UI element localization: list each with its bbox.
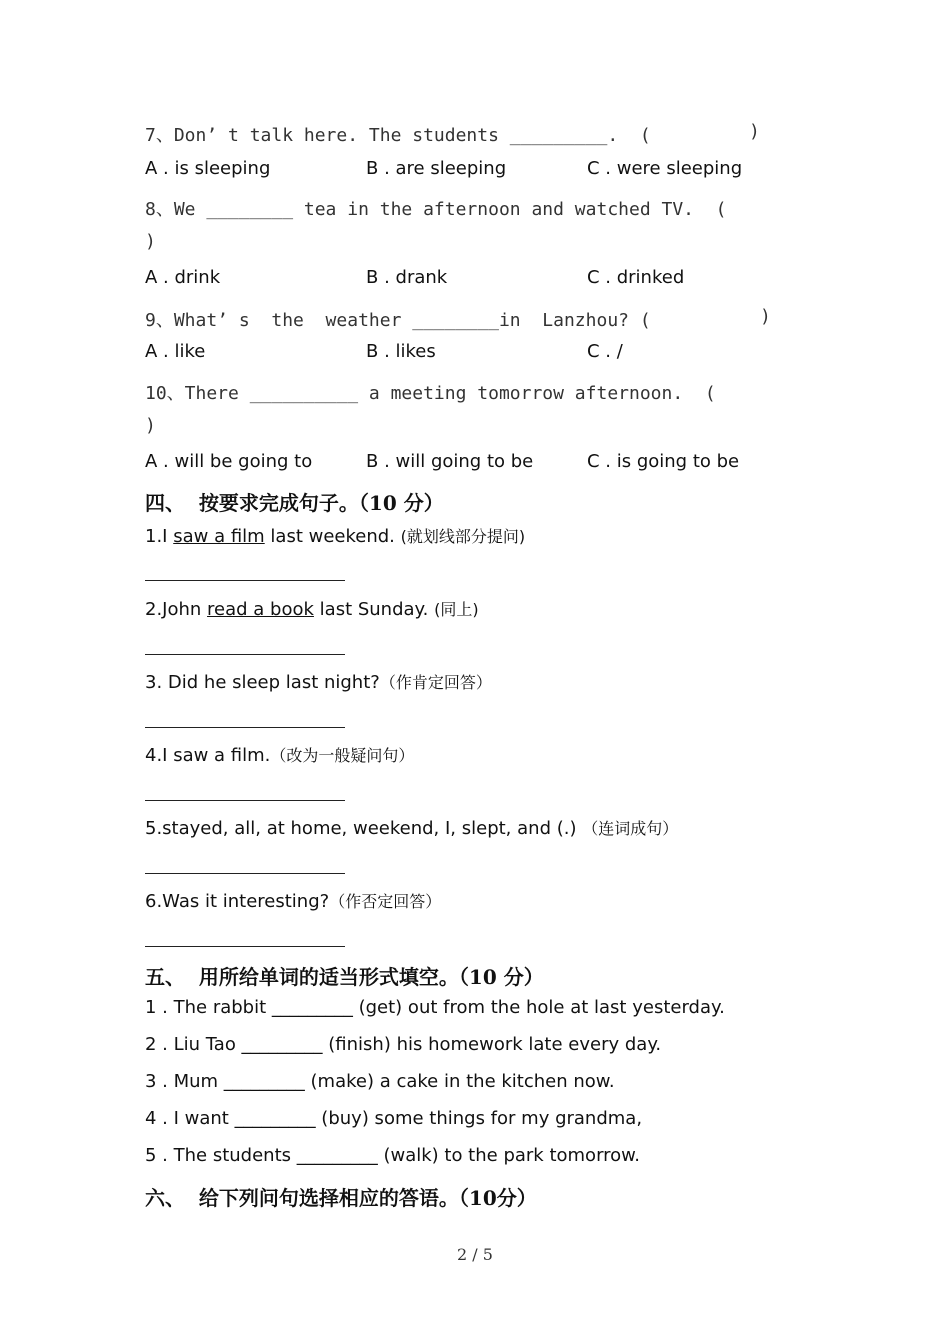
question-9-option-b: B . likes: [366, 341, 436, 362]
underlined-phrase: saw a film: [173, 526, 265, 547]
question-9-stem: 9、What’ s the weather ________in Lanzhou? (: [145, 310, 651, 331]
underlined-phrase: read a book: [207, 599, 314, 620]
section-6-heading: 六、 给下列问句选择相应的答语。（10分）: [145, 1186, 537, 1210]
answer-line-4[interactable]: [145, 800, 345, 801]
question-10-option-b: B . will going to be: [366, 451, 534, 472]
section-4-item-1: 1.I saw a film last weekend. (就划线部分提问): [145, 526, 526, 547]
section-5-item-1: 1 . The rabbit _________ (get) out from the hole at last yesterday.: [145, 997, 725, 1018]
section-4-item-2: 2.John read a book last Sunday. (同上): [145, 599, 479, 620]
question-7-paren-close: ): [749, 121, 760, 142]
section-4-item-4: 4.I saw a film.（改为一般疑问句）: [145, 745, 415, 766]
question-10-option-a: A . will be going to: [145, 451, 313, 472]
answer-line-2[interactable]: [145, 654, 345, 655]
question-7-option-c: C . were sleeping: [587, 158, 743, 179]
question-10-paren-close: ): [145, 415, 156, 436]
answer-line-3[interactable]: [145, 727, 345, 728]
question-8-stem: 8、We ________ tea in the afternoon and watched TV. (: [145, 199, 727, 220]
question-7-option-b: B . are sleeping: [366, 158, 507, 179]
section-4-item-3: 3. Did he sleep last night?（作肯定回答）: [145, 672, 492, 693]
section-4-item-6: 6.Was it interesting?（作否定回答）: [145, 891, 442, 912]
section-5-item-3: 3 . Mum _________ (make) a cake in the kitchen now.: [145, 1071, 615, 1092]
question-8-option-b: B . drank: [366, 267, 448, 288]
section-4-heading: 四、 按要求完成句子。（10 分）: [145, 491, 444, 515]
answer-line-1[interactable]: [145, 580, 345, 581]
section-5-heading: 五、 用所给单词的适当形式填空。（10 分）: [145, 965, 544, 989]
answer-line-6[interactable]: [145, 946, 345, 947]
question-8-option-c: C . drinked: [587, 267, 685, 288]
question-7-stem: 7、Don’ t talk here. The students _________. (: [145, 125, 651, 146]
question-9-option-a: A . like: [145, 341, 206, 362]
question-9-paren-close: ): [760, 306, 771, 327]
answer-line-5[interactable]: [145, 873, 345, 874]
question-10-stem: 10、There __________ a meeting tomorrow afternoon. (: [145, 383, 716, 404]
question-7-option-a: A . is sleeping: [145, 158, 271, 179]
question-8-option-a: A . drink: [145, 267, 221, 288]
section-5-item-5: 5 . The students _________ (walk) to the park tomorrow.: [145, 1145, 640, 1166]
question-10-option-c: C . is going to be: [587, 451, 740, 472]
section-5-item-4: 4 . I want _________ (buy) some things for my grandma,: [145, 1108, 643, 1129]
section-5-item-2: 2 . Liu Tao _________ (finish) his homework late every day.: [145, 1034, 662, 1055]
question-9-option-c: C . /: [587, 341, 623, 362]
section-4-item-5: 5.stayed, all, at home, weekend, I, slept, and (.) （连词成句）: [145, 818, 679, 839]
page-number: 2 / 5: [457, 1245, 493, 1264]
question-8-paren-close: ): [145, 231, 156, 252]
